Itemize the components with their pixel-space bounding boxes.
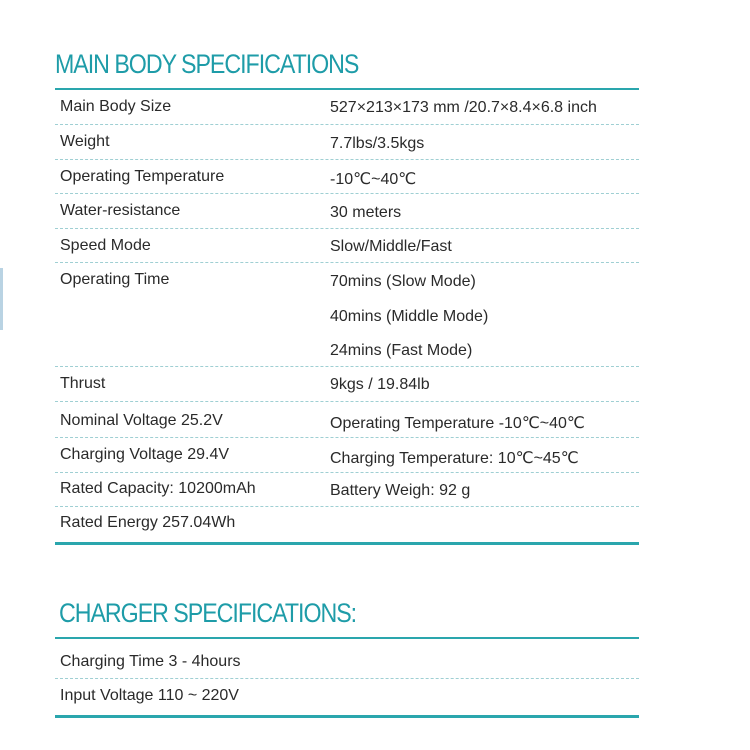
spec-label: Rated Energy 257.04Wh (60, 514, 236, 531)
spec-label: Rated Capacity: 10200mAh (60, 480, 256, 497)
spec-value: Battery Weigh: 92 g (330, 482, 471, 499)
spec-label: Thrust (60, 375, 106, 392)
spec-value: -10℃~40℃ (330, 171, 417, 188)
spec-row-rated-energy (55, 507, 639, 543)
spec-label: Charging Voltage 29.4V (60, 446, 230, 463)
spec-row-input-voltage (55, 679, 639, 714)
charger-section-top-rule (55, 637, 639, 639)
spec-value: Slow/Middle/Fast (330, 238, 452, 255)
spec-value: 9kgs / 19.84lb (330, 376, 430, 393)
spec-row-main-body-size (55, 90, 639, 125)
spec-value: Operating Temperature -10℃~40℃ (330, 415, 585, 432)
spec-label: Weight (60, 133, 110, 150)
spec-value: Charging Temperature: 10℃~45℃ (330, 450, 579, 467)
main-body-spec-table (55, 90, 639, 543)
spec-row-speed-mode (55, 229, 639, 263)
spec-label: Nominal Voltage 25.2V (60, 412, 223, 429)
spec-row-rated-capacity (55, 473, 639, 507)
spec-row-water-resistance (55, 194, 639, 229)
charger-specifications-title: CHARGER SPECIFICATIONS: (59, 598, 357, 628)
spec-value-line: 40mins (Middle Mode) (330, 308, 489, 325)
spec-label: Charging Time 3 - 4hours (60, 653, 241, 670)
spec-row-weight (55, 125, 639, 160)
spec-row-operating-time (55, 263, 639, 367)
spec-row-thrust (55, 367, 639, 402)
spec-label: Speed Mode (60, 237, 151, 254)
spec-row-charging-voltage (55, 438, 639, 473)
spec-value: 527×213×173 mm /20.7×8.4×6.8 inch (330, 99, 597, 116)
spec-value-line: 70mins (Slow Mode) (330, 273, 476, 290)
spec-label: Input Voltage 110 ~ 220V (60, 687, 239, 704)
spec-row-nominal-voltage (55, 402, 639, 438)
spec-value: 30 meters (330, 204, 402, 221)
spec-value-line: 24mins (Fast Mode) (330, 342, 473, 359)
charger-spec-table (55, 644, 639, 714)
main-body-specifications-title: MAIN BODY SPECIFICATIONS (55, 49, 359, 79)
spec-label: Operating Time (60, 271, 170, 288)
main-section-bottom-rule (55, 542, 639, 545)
spec-row-operating-temperature (55, 160, 639, 194)
spec-row-charging-time (55, 644, 639, 679)
spec-value: 7.7lbs/3.5kgs (330, 135, 425, 152)
spec-label: Operating Temperature (60, 168, 225, 185)
left-edge-mark (0, 268, 3, 330)
spec-label: Main Body Size (60, 98, 172, 115)
spec-label: Water-resistance (60, 202, 181, 219)
charger-section-bottom-rule (55, 715, 639, 718)
